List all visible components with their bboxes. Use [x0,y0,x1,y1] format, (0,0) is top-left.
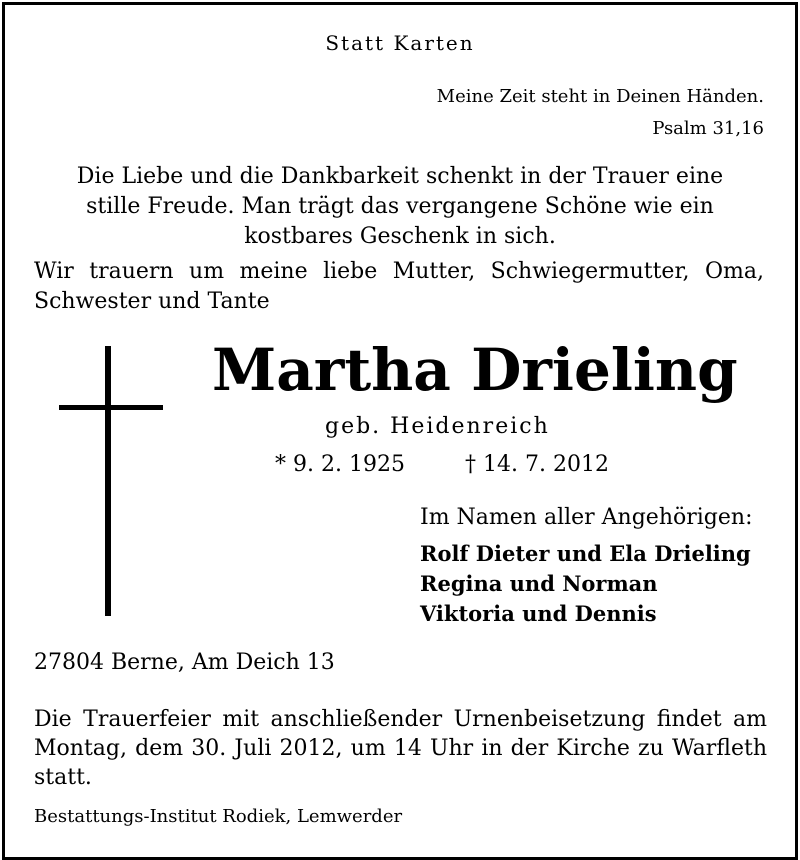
deceased-name: Martha Drieling [212,336,738,404]
verse [0,162,800,252]
signature-lead: Im Namen aller Angehörigen: [420,505,753,530]
signer-name: Rolf Dieter und Ela Drieling [420,541,751,566]
signer-name: Regina und Norman [420,571,658,596]
verse-line: kostbares Geschenk in sich. [244,224,556,249]
cross-horizontal-bar [59,405,163,410]
header-statt-karten: Statt Karten [325,31,475,55]
maiden-name: geb. Heidenreich [325,414,550,439]
verse-line: Die Liebe und die Dankbarkeit schenkt in der Trauer eine [76,164,724,189]
ceremony-notice: Die Trauerfeier mit anschließender Urnenbeisetzung findet am Montag, dem 30. Juli 2012, um 14 Uhr in der Kirche zu Warfleth statt. [34,707,767,790]
undertaker: Bestattungs-Institut Rodiek, Lemwerder [34,806,403,827]
death-date: † 14. 7. 2012 [465,452,609,477]
address: 27804 Berne, Am Deich 13 [34,650,335,675]
motto-quote: Meine Zeit steht in Deinen Händen. [436,86,764,107]
signer-name: Viktoria und Dennis [420,601,657,626]
verse-line: stille Freude. Man trägt das vergangene Schöne wie ein [86,194,714,219]
mourning-intro: Wir trauern um meine liebe Mutter, Schwiegermutter, Oma, Schwester und Tante [34,259,764,314]
birth-date: * 9. 2. 1925 [275,452,405,477]
motto-reference: Psalm 31,16 [652,118,764,139]
cross-vertical-bar [105,346,111,616]
